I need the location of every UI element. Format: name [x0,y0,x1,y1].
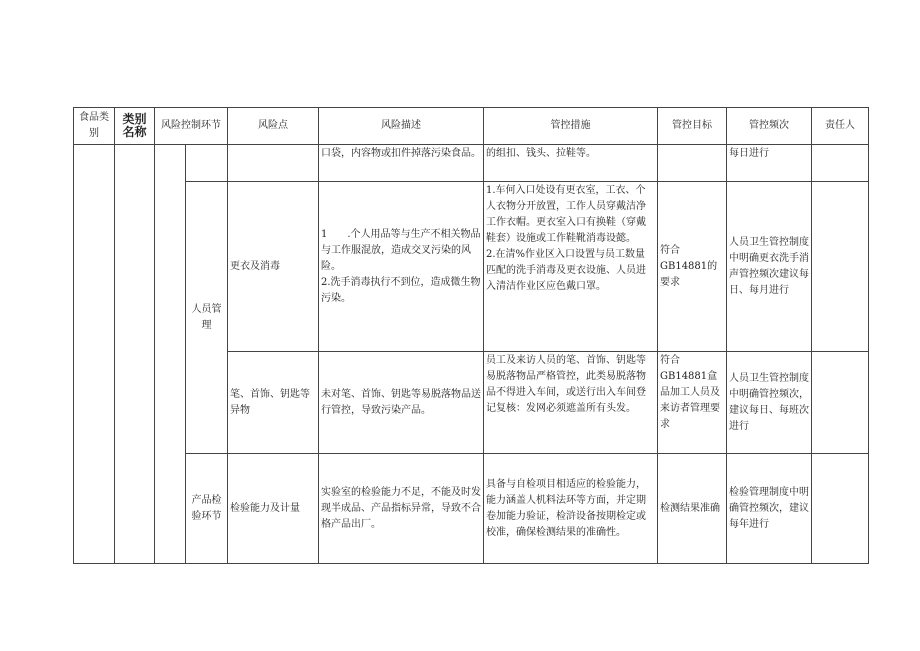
risk-description-cell: 未对笔、首饰、钥匙等易脱落物品送行管控，导致污染产品。 [319,352,484,454]
control-target-cell: 检测结果准确 [658,454,727,564]
control-frequency-cell: 人员卫生管控制度中明确管控频次，建议每日、每班次进行 [727,352,812,454]
control-measures-cell: 的组扣、钱头、拉鞋等。 [484,145,658,182]
responsible-person-cell [812,454,869,564]
risk-description-cell: 口袋，内容物或扣件掉落污染食品。 [319,145,484,182]
header-control-measures: 管控措施 [484,108,658,145]
food-category-cell [74,145,115,564]
table-row [74,145,869,182]
responsible-person-cell [812,182,869,352]
control-measures-cell: 具备与自检项目相适应的检验能力，能力涵盖人机料法环等方面，并定期卷加能力验证，检浒设备按期检定或校准，确保检测结果的准确性。 [484,454,658,564]
risk-point-cell: 更衣及消毒 [228,182,319,352]
header-responsible-person: 责任人 [812,108,869,145]
stage-cell: 产品检验环节 [186,454,228,564]
control-measures-cell: 员工及来访人员的笔、首饰、钥匙等易脱落物品严格管控，此类易脱落物品不得进入车间，或送行出入车间登记复核：发网必须遮盖所有头发。 [484,352,658,454]
risk-control-table [73,107,869,564]
risk-description-cell: 实验室的检验能力不足，不能及时发现半成品、产品指标异常，导致不合格产品出厂。 [319,454,484,564]
header-risk-point: 风险点 [228,108,319,145]
category-name-cell [115,145,155,564]
control-frequency-cell: 人员卫生管控制度中明确更衣洗手消声管控频次建议每日、每月进行 [727,182,812,352]
risk-point-cell: 检验能力及计量 [228,454,319,564]
header-control-target: 管控目标 [658,108,727,145]
risk-description-item: 1 .个人用品等与生产不相关物品与工作服混放，造成交叉污染的风险。 [321,228,481,272]
control-target-cell: 符合GB14881盒品加工人员及来访者管理要求 [658,352,727,454]
header-food-category: 食品类别 [74,108,115,145]
control-frequency-cell: 每日进行 [727,145,812,182]
header-control-frequency: 管控频次 [727,108,812,145]
stage-cell: 人员管理 [186,182,228,454]
control-measure-item: 1.车何入口处设有更衣室，工衣、个人衣物分开放置，工作人员穿戴洁净工作衣帽。更衣室入口有换鞋（穿戴鞋套）设施或工作鞋靴消毒设懿。 [486,185,646,244]
control-frequency-cell: 检验管理制度中明确管控频次，建议每年进行 [727,454,812,564]
responsible-person-cell [812,352,869,454]
risk-point-cell: 笔、首饰、钥匙等异物 [228,352,319,454]
control-measure-item: 2.在清%作业区入口设置与员工数量匹配的洗手消毒及更衣设施、人员进入清洁作业区应色戴口罩。 [486,249,646,292]
control-measures-cell [484,182,658,352]
header-risk-description: 风险描述 [319,108,484,145]
table-row [74,454,869,564]
table-row [74,182,869,352]
control-target-cell: 符合GB14881的要求 [658,182,727,352]
control-target-cell [658,145,727,182]
table-header-row [74,108,869,145]
stage-cell [186,145,228,182]
header-risk-control-stage: 风险控制环节 [155,108,228,145]
header-category-name: 类别名称 [115,108,155,145]
stage-left-cell [155,145,186,564]
risk-point-cell [228,145,319,182]
risk-description-cell [319,182,484,352]
risk-description-item: 2.洗手消毒执行不到位，造成微生物污染。 [321,276,481,304]
responsible-person-cell [812,145,869,182]
